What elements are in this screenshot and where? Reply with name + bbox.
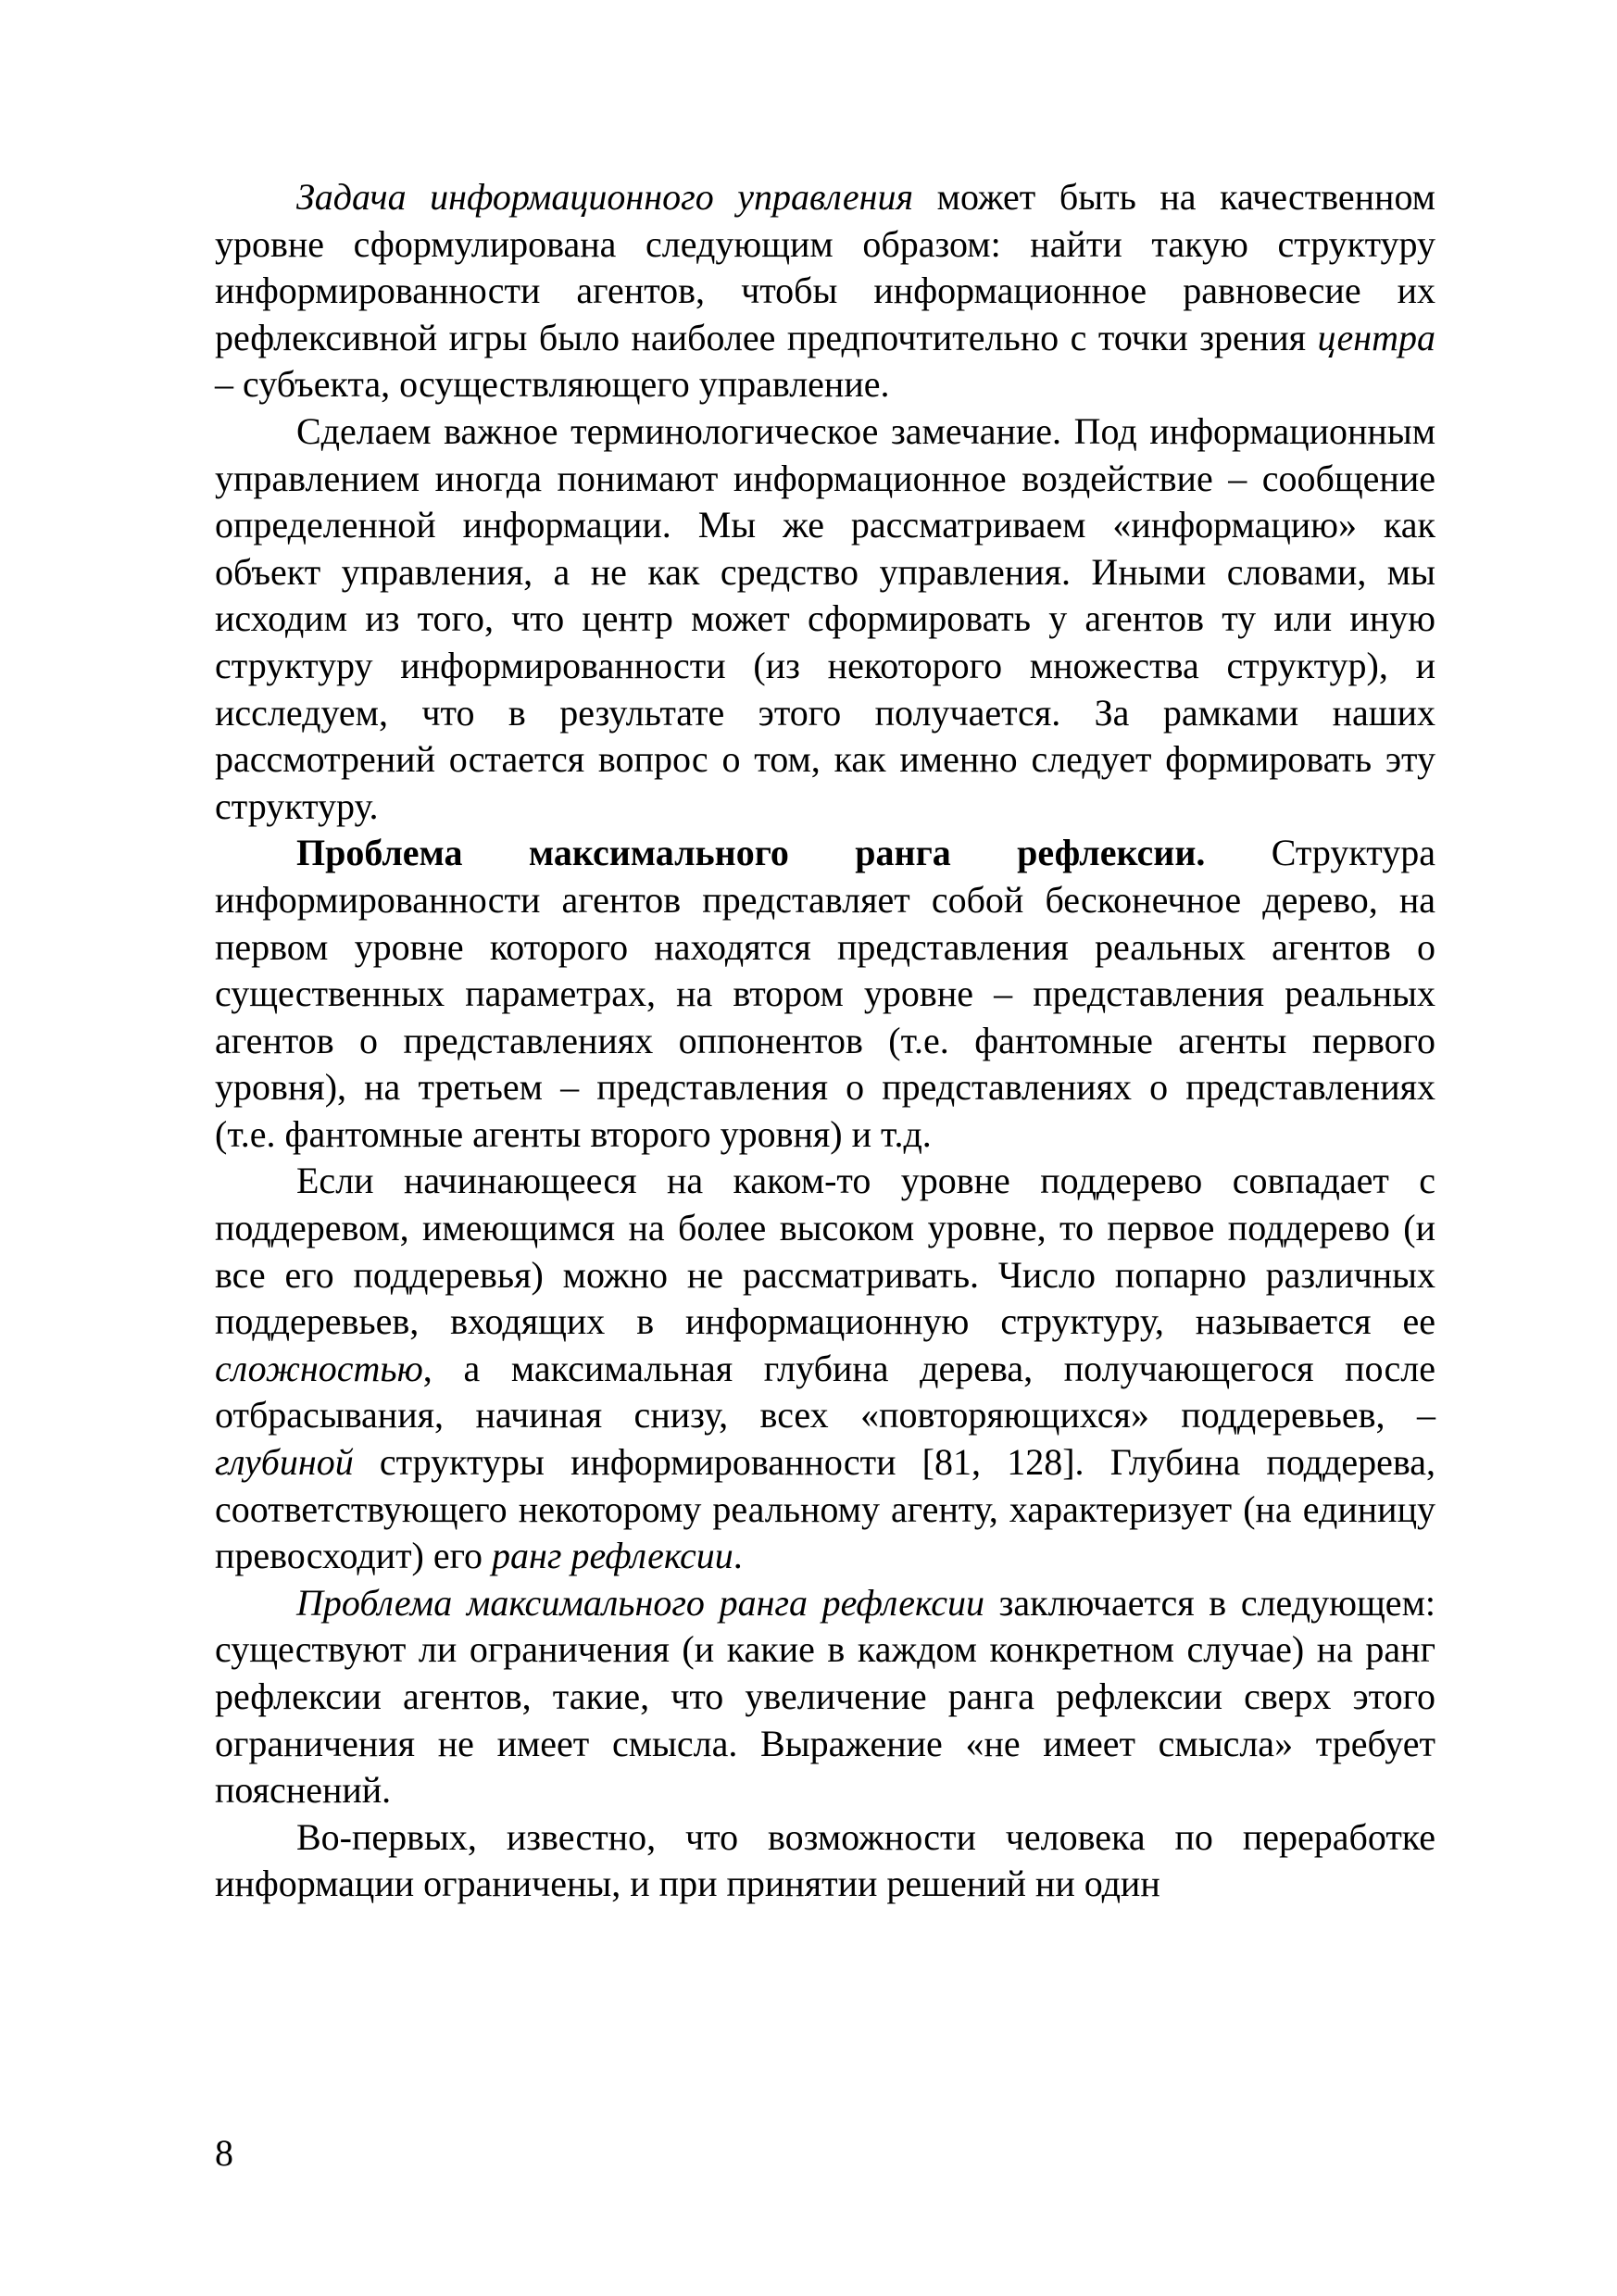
paragraph-text: заключается в следующем: существуют ли ограничения (и какие в каждом конкретном случае) на ранг рефлексии агентов, такие, что увеличение ранга рефлексии сверх этого ограничения не имеет смысла. Выражение «не имеет смысла» требует пояснений. bbox=[215, 1581, 1435, 1812]
paragraph-1 bbox=[215, 174, 1435, 408]
paragraph-text: Структура информированности агентов представляет собой бесконечное дерево, на первом уровне которого находятся представления реальных агентов о существенных параметрах, на втором уровне – представления реальных агентов о представлениях оппонентов (т.е. фантомные агенты первого уровня), на третьем – представления о представлениях о представлениях (т.е. фантомные агенты второго уровня) и т.д. bbox=[215, 832, 1435, 1155]
paragraph-4 bbox=[215, 1158, 1435, 1579]
paragraph-text: . bbox=[733, 1535, 743, 1577]
term-center: центра bbox=[1317, 316, 1435, 358]
paragraph-6 bbox=[215, 1814, 1435, 1908]
term-max-reflexion-rank-problem: Проблема максимального ранга рефлексии bbox=[296, 1581, 984, 1624]
paragraph-text: Во-первых, известно, что возможности человека по переработке информации ограничены, и при принятии решений ни один bbox=[215, 1815, 1435, 1905]
term-information-control-task: Задача информационного управления bbox=[296, 176, 914, 218]
paragraph-2 bbox=[215, 408, 1435, 830]
body-text bbox=[215, 174, 1435, 1908]
section-heading-max-reflexion-rank: Проблема максимального ранга рефлексии. bbox=[296, 832, 1206, 874]
paragraph-text: может быть на качественном уровне сформулирована следующим образом: найти такую структуру информированности агентов, чтобы информационное равновесие их рефлексивной игры было наиболее предпочтительно с точки зрения bbox=[215, 176, 1435, 358]
term-depth: глубиной bbox=[215, 1441, 354, 1484]
paragraph-text: , а максимальная глубина дерева, получающегося после отбрасывания, начиная снизу, всех «повторяющихся» поддеревьев, – bbox=[215, 1347, 1435, 1437]
paragraph-text: Если начинающееся на каком-то уровне поддерево совпадает с поддеревом, имеющимся на более высоком уровне, то первое поддерево (и все его поддеревья) можно не рассматривать. Число попарно различных поддеревьев, входящих в информационную структуру, называется ее bbox=[215, 1160, 1435, 1343]
paragraph-text: структуры информированности [81, 128]. Глубина поддерева, соответствующего некоторому реальному агенту, характеризует (на единицу превосходит) его bbox=[215, 1441, 1435, 1577]
paragraph-3 bbox=[215, 830, 1435, 1158]
page-number: 8 bbox=[215, 2132, 233, 2174]
term-reflexion-rank: ранг рефлексии bbox=[492, 1535, 733, 1577]
paragraph-5 bbox=[215, 1580, 1435, 1814]
paragraph-text: – субъекта, осуществляющего управление. bbox=[215, 363, 890, 406]
paragraph-text: Сделаем важное терминологическое замечание. Под информационным управлением иногда понимают информационное воздействие – сообщение определенной информации. Мы же рассматриваем «информацию» как объект управления, а не как средство управления. Иными словами, мы исходим из того, что центр может сформировать у агентов ту или иную структуру информированности (из некоторого множества структур), и исследуем, что в результате этого получается. За рамками наших рассмотрений остается вопрос о том, как именно следует формировать эту структуру. bbox=[215, 409, 1435, 827]
term-complexity: сложностью bbox=[215, 1347, 423, 1389]
